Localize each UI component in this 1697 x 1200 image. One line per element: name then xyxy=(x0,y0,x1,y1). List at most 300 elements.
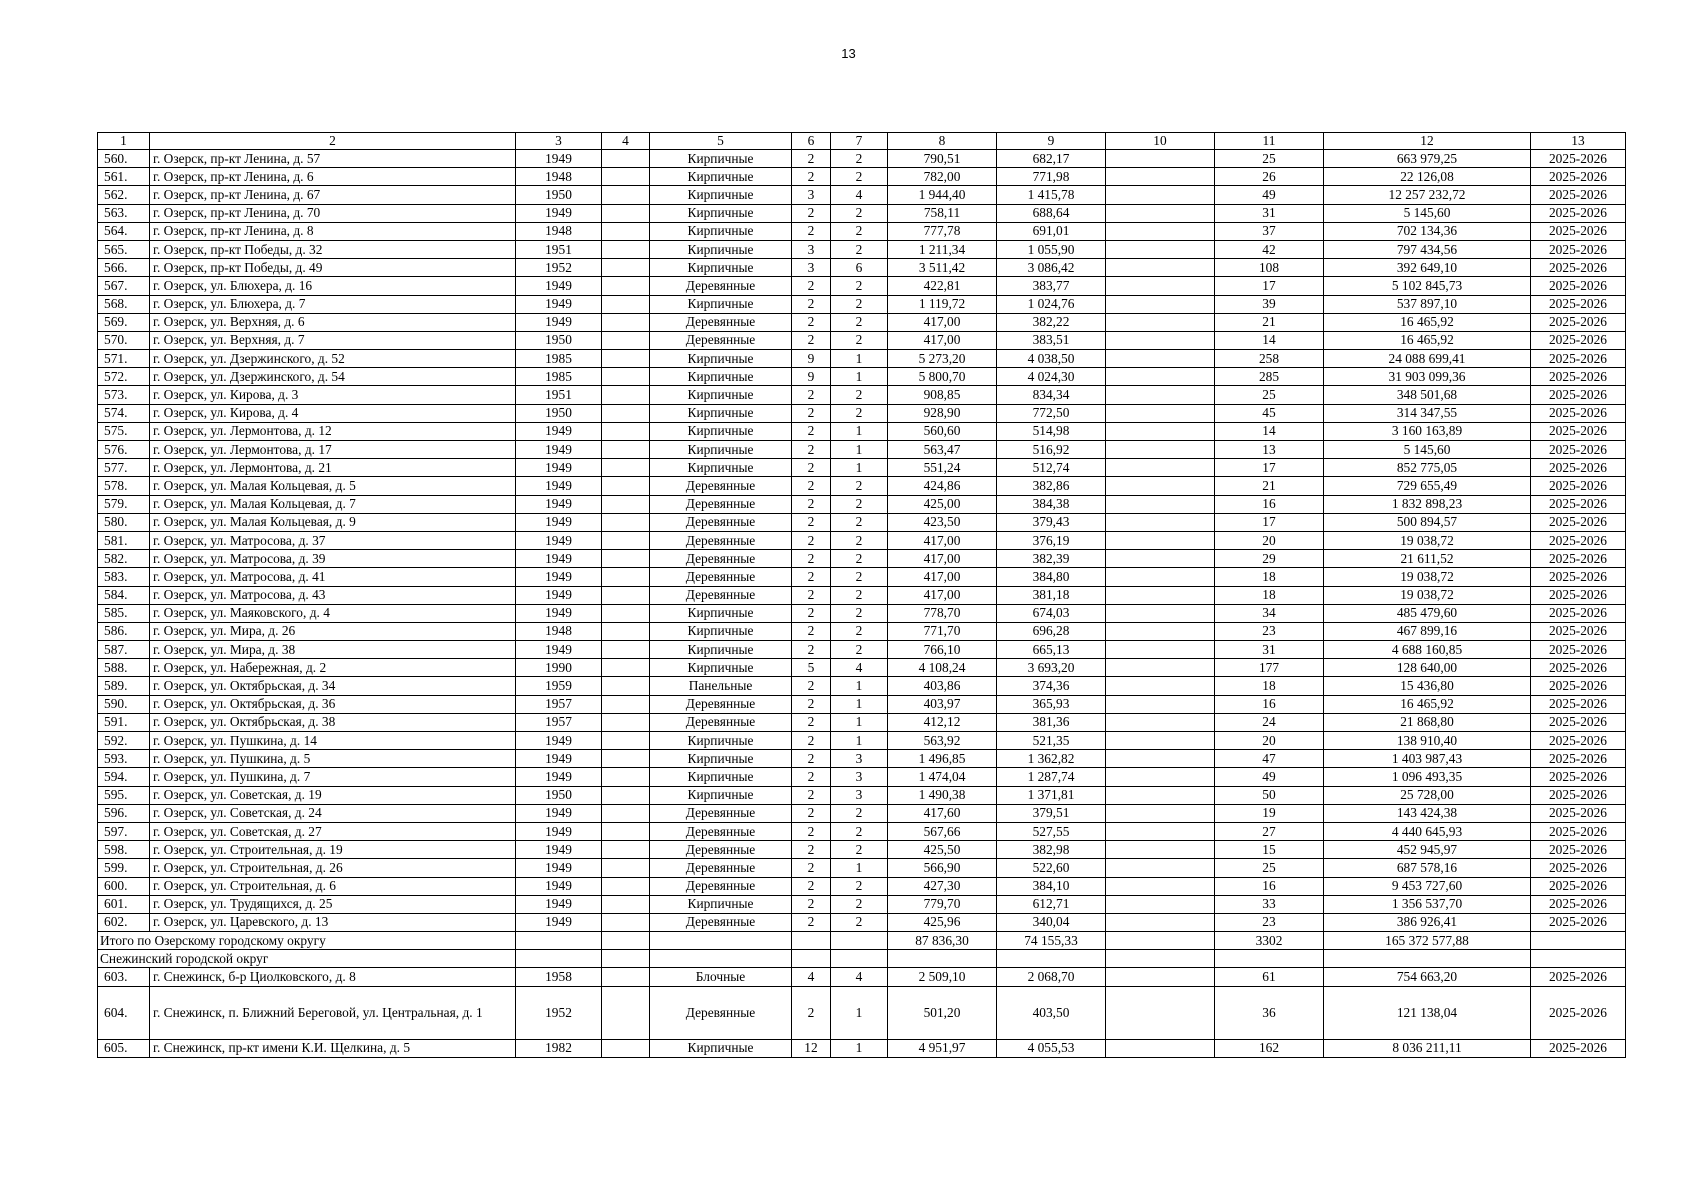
living-area-cell: 2 068,70 xyxy=(997,968,1106,986)
table-row xyxy=(98,240,1626,258)
address-cell: г. Снежинск, б-р Циолковского, д. 8 xyxy=(150,968,516,986)
repair-period-cell: 2025-2026 xyxy=(1531,495,1626,513)
living-area-cell: 4 055,53 xyxy=(997,1039,1106,1057)
repair-cost-cell: 121 138,04 xyxy=(1324,986,1531,1039)
entrances-cell: 4 xyxy=(831,968,888,986)
year-built-cell: 1951 xyxy=(516,240,602,258)
wall-material-cell: Кирпичные xyxy=(650,295,792,313)
total-area-cell: 790,51 xyxy=(888,150,997,168)
address-cell: г. Озерск, ул. Пушкина, д. 14 xyxy=(150,732,516,750)
living-area-cell: 512,74 xyxy=(997,459,1106,477)
repair-cost-cell: 467 899,16 xyxy=(1324,622,1531,640)
year-built-cell: 1957 xyxy=(516,695,602,713)
total-area-cell: 928,90 xyxy=(888,404,997,422)
entrances-cell: 2 xyxy=(831,513,888,531)
repair-cost-cell: 31 903 099,36 xyxy=(1324,368,1531,386)
residents-cell: 23 xyxy=(1215,913,1324,931)
table-row xyxy=(98,968,1626,986)
entrances-cell: 2 xyxy=(831,622,888,640)
address-cell: г. Озерск, ул. Лермонтова, д. 12 xyxy=(150,422,516,440)
residents-cell: 162 xyxy=(1215,1039,1324,1057)
col-4-cell xyxy=(602,441,650,459)
repair-cost-cell: 16 465,92 xyxy=(1324,695,1531,713)
living-area-cell: 382,86 xyxy=(997,477,1106,495)
repair-cost-cell: 485 479,60 xyxy=(1324,604,1531,622)
total-area-cell: 4 951,97 xyxy=(888,1039,997,1057)
repair-period-cell: 2025-2026 xyxy=(1531,822,1626,840)
residents-cell: 21 xyxy=(1215,477,1324,495)
floors-cell: 9 xyxy=(792,350,831,368)
col-10-cell xyxy=(1106,313,1215,331)
col-10-cell xyxy=(1106,295,1215,313)
table-row xyxy=(98,659,1626,677)
address-cell: г. Озерск, ул. Матросова, д. 37 xyxy=(150,531,516,549)
wall-material-cell: Деревянные xyxy=(650,859,792,877)
living-area-sum: 74 155,33 xyxy=(997,932,1106,950)
entrances-cell: 6 xyxy=(831,259,888,277)
table-row xyxy=(98,732,1626,750)
repair-period-cell: 2025-2026 xyxy=(1531,459,1626,477)
floors-cell: 9 xyxy=(792,368,831,386)
living-area-cell: 1 055,90 xyxy=(997,240,1106,258)
entrances-cell: 4 xyxy=(831,186,888,204)
address-cell: г. Озерск, ул. Кирова, д. 4 xyxy=(150,404,516,422)
floors-cell: 2 xyxy=(792,568,831,586)
repair-cost-cell: 21 868,80 xyxy=(1324,713,1531,731)
total-area-cell: 427,30 xyxy=(888,877,997,895)
wall-material-cell: Кирпичные xyxy=(650,422,792,440)
living-area-cell: 516,92 xyxy=(997,441,1106,459)
residents-cell: 27 xyxy=(1215,822,1324,840)
repair-period-cell: 2025-2026 xyxy=(1531,1039,1626,1057)
year-built-cell: 1949 xyxy=(516,750,602,768)
col-10-cell xyxy=(1106,222,1215,240)
row-number-cell: 605. xyxy=(98,1039,150,1057)
col-4-cell xyxy=(602,622,650,640)
floors-cell: 2 xyxy=(792,404,831,422)
total-area-cell: 771,70 xyxy=(888,622,997,640)
repair-period-cell: 2025-2026 xyxy=(1531,586,1626,604)
row-number-cell: 593. xyxy=(98,750,150,768)
table-row xyxy=(98,604,1626,622)
col-10-cell xyxy=(1106,841,1215,859)
address-cell: г. Озерск, пр-кт Ленина, д. 6 xyxy=(150,168,516,186)
floors-cell: 2 xyxy=(792,841,831,859)
total-area-cell: 422,81 xyxy=(888,277,997,295)
table-row xyxy=(98,459,1626,477)
row-number-cell: 586. xyxy=(98,622,150,640)
repair-period-cell: 2025-2026 xyxy=(1531,259,1626,277)
address-cell: г. Озерск, пр-кт Победы, д. 49 xyxy=(150,259,516,277)
residents-cell: 14 xyxy=(1215,331,1324,349)
repair-cost-cell: 143 424,38 xyxy=(1324,804,1531,822)
row-number-cell: 597. xyxy=(98,822,150,840)
row-number-cell: 583. xyxy=(98,568,150,586)
entrances-cell: 2 xyxy=(831,822,888,840)
col-10-cell xyxy=(1106,550,1215,568)
col-10-cell xyxy=(1106,659,1215,677)
column-header: 4 xyxy=(602,133,650,150)
total-area-cell: 1 496,85 xyxy=(888,750,997,768)
col-10-cell xyxy=(1106,622,1215,640)
table-row xyxy=(98,150,1626,168)
col-10-cell xyxy=(1106,422,1215,440)
living-area-cell: 382,98 xyxy=(997,841,1106,859)
table-row xyxy=(98,859,1626,877)
floors-cell: 2 xyxy=(792,222,831,240)
wall-material-cell: Деревянные xyxy=(650,477,792,495)
living-area-cell: 382,39 xyxy=(997,550,1106,568)
repair-cost-cell: 9 453 727,60 xyxy=(1324,877,1531,895)
wall-material-cell: Кирпичные xyxy=(650,459,792,477)
repair-cost-cell: 8 036 211,11 xyxy=(1324,1039,1531,1057)
wall-material-cell: Деревянные xyxy=(650,495,792,513)
residents-cell: 177 xyxy=(1215,659,1324,677)
col-10-cell xyxy=(1106,477,1215,495)
table-row xyxy=(98,186,1626,204)
floors-cell: 2 xyxy=(792,313,831,331)
col-10-cell xyxy=(1106,168,1215,186)
year-built-cell: 1958 xyxy=(516,968,602,986)
residents-cell: 15 xyxy=(1215,841,1324,859)
repair-period-cell: 2025-2026 xyxy=(1531,877,1626,895)
repair-period-cell: 2025-2026 xyxy=(1531,350,1626,368)
floors-cell: 2 xyxy=(792,441,831,459)
column-header: 12 xyxy=(1324,133,1531,150)
address-cell: г. Озерск, ул. Строительная, д. 6 xyxy=(150,877,516,895)
total-area-cell: 412,12 xyxy=(888,713,997,731)
living-area-cell: 521,35 xyxy=(997,732,1106,750)
entrances-cell: 2 xyxy=(831,895,888,913)
living-area-cell: 403,50 xyxy=(997,986,1106,1039)
table-row xyxy=(98,786,1626,804)
residents-cell: 24 xyxy=(1215,713,1324,731)
repair-period-cell: 2025-2026 xyxy=(1531,659,1626,677)
total-area-cell: 417,00 xyxy=(888,568,997,586)
col-10-cell xyxy=(1106,513,1215,531)
col-10-cell xyxy=(1106,604,1215,622)
residents-cell: 33 xyxy=(1215,895,1324,913)
row-number-cell: 572. xyxy=(98,368,150,386)
col-10-cell xyxy=(1106,859,1215,877)
living-area-cell: 374,36 xyxy=(997,677,1106,695)
total-area-cell: 560,60 xyxy=(888,422,997,440)
floors-cell: 3 xyxy=(792,259,831,277)
residents-cell: 47 xyxy=(1215,750,1324,768)
total-area-cell: 563,47 xyxy=(888,441,997,459)
living-area-cell: 696,28 xyxy=(997,622,1106,640)
entrances-cell: 3 xyxy=(831,750,888,768)
residents-cell: 31 xyxy=(1215,204,1324,222)
wall-material-cell: Деревянные xyxy=(650,568,792,586)
table-row xyxy=(98,295,1626,313)
col-10-cell xyxy=(1106,732,1215,750)
row-number-cell: 569. xyxy=(98,313,150,331)
floors-cell: 5 xyxy=(792,659,831,677)
address-cell: г. Озерск, пр-кт Победы, д. 32 xyxy=(150,240,516,258)
residents-cell: 285 xyxy=(1215,368,1324,386)
table-row xyxy=(98,441,1626,459)
total-label: Итого по Озерскому городскому округу xyxy=(98,932,516,950)
total-area-cell: 567,66 xyxy=(888,822,997,840)
floors-cell: 2 xyxy=(792,531,831,549)
col-10-cell xyxy=(1106,350,1215,368)
year-built-cell: 1950 xyxy=(516,186,602,204)
floors-cell: 3 xyxy=(792,240,831,258)
col-4-cell xyxy=(602,677,650,695)
year-built-cell: 1949 xyxy=(516,768,602,786)
living-area-cell: 384,38 xyxy=(997,495,1106,513)
floors-cell: 2 xyxy=(792,477,831,495)
table-row xyxy=(98,513,1626,531)
living-area-cell: 384,10 xyxy=(997,877,1106,895)
residents-cell: 39 xyxy=(1215,295,1324,313)
col-4-cell xyxy=(602,531,650,549)
wall-material-cell: Кирпичные xyxy=(650,604,792,622)
repair-cost-cell: 729 655,49 xyxy=(1324,477,1531,495)
year-built-cell: 1982 xyxy=(516,1039,602,1057)
col-4-cell xyxy=(602,804,650,822)
col-4-cell xyxy=(602,368,650,386)
repair-cost-cell: 754 663,20 xyxy=(1324,968,1531,986)
total-area-cell: 563,92 xyxy=(888,732,997,750)
table-row xyxy=(98,350,1626,368)
entrances-cell: 1 xyxy=(831,422,888,440)
residents-cell: 50 xyxy=(1215,786,1324,804)
repair-cost-cell: 1 096 493,35 xyxy=(1324,768,1531,786)
residents-cell: 36 xyxy=(1215,986,1324,1039)
year-built-cell: 1949 xyxy=(516,531,602,549)
residents-cell: 17 xyxy=(1215,513,1324,531)
column-header: 11 xyxy=(1215,133,1324,150)
col-4-cell xyxy=(602,186,650,204)
col-4-cell xyxy=(602,822,650,840)
column-header: 3 xyxy=(516,133,602,150)
floors-cell: 2 xyxy=(792,895,831,913)
repair-period-cell: 2025-2026 xyxy=(1531,768,1626,786)
total-area-cell: 501,20 xyxy=(888,986,997,1039)
residents-cell: 20 xyxy=(1215,531,1324,549)
residents-cell: 49 xyxy=(1215,186,1324,204)
row-number-cell: 591. xyxy=(98,713,150,731)
row-number-cell: 603. xyxy=(98,968,150,986)
entrances-cell: 3 xyxy=(831,768,888,786)
residents-cell: 13 xyxy=(1215,441,1324,459)
col-10-cell xyxy=(1106,150,1215,168)
address-cell: г. Озерск, ул. Малая Кольцевая, д. 9 xyxy=(150,513,516,531)
living-area-cell: 674,03 xyxy=(997,604,1106,622)
table-row xyxy=(98,713,1626,731)
repair-cost-cell: 5 145,60 xyxy=(1324,441,1531,459)
address-cell: г. Озерск, пр-кт Ленина, д. 70 xyxy=(150,204,516,222)
wall-material-cell: Кирпичные xyxy=(650,786,792,804)
floors-cell: 4 xyxy=(792,968,831,986)
col-4-cell xyxy=(602,604,650,622)
col-10-cell xyxy=(1106,331,1215,349)
repair-period-cell: 2025-2026 xyxy=(1531,186,1626,204)
row-number-cell: 565. xyxy=(98,240,150,258)
address-cell: г. Озерск, ул. Мира, д. 26 xyxy=(150,622,516,640)
floors-cell: 2 xyxy=(792,677,831,695)
floors-cell: 2 xyxy=(792,513,831,531)
floors-cell: 2 xyxy=(792,859,831,877)
year-built-cell: 1949 xyxy=(516,841,602,859)
year-built-cell: 1949 xyxy=(516,441,602,459)
entrances-cell: 1 xyxy=(831,732,888,750)
row-number-cell: 592. xyxy=(98,732,150,750)
col-10-cell xyxy=(1106,586,1215,604)
total-area-cell: 425,00 xyxy=(888,495,997,513)
col-10-cell xyxy=(1106,568,1215,586)
address-cell: г. Озерск, ул. Мира, д. 38 xyxy=(150,641,516,659)
year-built-cell: 1949 xyxy=(516,313,602,331)
address-cell: г. Снежинск, п. Ближний Береговой, ул. Центральная, д. 1 xyxy=(150,986,516,1039)
table-row xyxy=(98,986,1626,1039)
col-4-cell xyxy=(602,222,650,240)
table-row xyxy=(98,277,1626,295)
total-area-cell: 1 490,38 xyxy=(888,786,997,804)
residents-cell: 17 xyxy=(1215,459,1324,477)
column-number-header xyxy=(98,133,1626,150)
row-number-cell: 587. xyxy=(98,641,150,659)
living-area-cell: 1 371,81 xyxy=(997,786,1106,804)
repair-cost-cell: 5 102 845,73 xyxy=(1324,277,1531,295)
col-4-cell xyxy=(602,768,650,786)
wall-material-cell: Кирпичные xyxy=(650,404,792,422)
wall-material-cell: Кирпичные xyxy=(650,750,792,768)
address-cell: г. Озерск, ул. Верхняя, д. 6 xyxy=(150,313,516,331)
total-area-cell: 551,24 xyxy=(888,459,997,477)
year-built-cell: 1949 xyxy=(516,295,602,313)
col-10-cell xyxy=(1106,877,1215,895)
repair-cost-cell: 452 945,97 xyxy=(1324,841,1531,859)
total-area-cell: 417,00 xyxy=(888,586,997,604)
col-10-cell xyxy=(1106,968,1215,986)
address-cell: г. Озерск, ул. Пушкина, д. 7 xyxy=(150,768,516,786)
entrances-cell: 2 xyxy=(831,204,888,222)
wall-material-cell: Деревянные xyxy=(650,313,792,331)
entrances-cell: 1 xyxy=(831,1039,888,1057)
table-row xyxy=(98,331,1626,349)
total-area-cell: 425,50 xyxy=(888,841,997,859)
address-cell: г. Озерск, ул. Октябрьская, д. 36 xyxy=(150,695,516,713)
col-4-cell xyxy=(602,331,650,349)
table-row xyxy=(98,877,1626,895)
repair-period-cell: 2025-2026 xyxy=(1531,150,1626,168)
residents-cell: 20 xyxy=(1215,732,1324,750)
repair-cost-cell: 663 979,25 xyxy=(1324,150,1531,168)
col-10-cell xyxy=(1106,750,1215,768)
residents-cell: 19 xyxy=(1215,804,1324,822)
row-number-cell: 576. xyxy=(98,441,150,459)
col-10-cell xyxy=(1106,277,1215,295)
col-4-cell xyxy=(602,750,650,768)
repair-cost-cell: 22 126,08 xyxy=(1324,168,1531,186)
entrances-cell: 2 xyxy=(831,913,888,931)
repair-cost-cell: 1 356 537,70 xyxy=(1324,895,1531,913)
total-area-cell: 417,00 xyxy=(888,313,997,331)
repair-period-cell: 2025-2026 xyxy=(1531,859,1626,877)
wall-material-cell: Кирпичные xyxy=(650,1039,792,1057)
address-cell: г. Озерск, ул. Матросова, д. 43 xyxy=(150,586,516,604)
repair-period-cell: 2025-2026 xyxy=(1531,695,1626,713)
column-header: 5 xyxy=(650,133,792,150)
col-10-cell xyxy=(1106,259,1215,277)
residents-sum: 3302 xyxy=(1215,932,1324,950)
col-4-cell xyxy=(602,259,650,277)
repair-cost-sum: 165 372 577,88 xyxy=(1324,932,1531,950)
wall-material-cell: Кирпичные xyxy=(650,259,792,277)
row-number-cell: 574. xyxy=(98,404,150,422)
entrances-cell: 2 xyxy=(831,150,888,168)
col-10-cell xyxy=(1106,441,1215,459)
total-area-cell: 425,96 xyxy=(888,913,997,931)
address-cell: г. Озерск, ул. Дзержинского, д. 52 xyxy=(150,350,516,368)
entrances-cell: 2 xyxy=(831,586,888,604)
col-4-cell xyxy=(602,641,650,659)
row-number-cell: 594. xyxy=(98,768,150,786)
floors-cell: 2 xyxy=(792,877,831,895)
living-area-cell: 4 038,50 xyxy=(997,350,1106,368)
residents-cell: 18 xyxy=(1215,586,1324,604)
repair-period-cell: 2025-2026 xyxy=(1531,804,1626,822)
repair-period-cell: 2025-2026 xyxy=(1531,913,1626,931)
entrances-cell: 1 xyxy=(831,368,888,386)
entrances-cell: 2 xyxy=(831,168,888,186)
floors-cell: 2 xyxy=(792,641,831,659)
year-built-cell: 1950 xyxy=(516,404,602,422)
row-number-cell: 563. xyxy=(98,204,150,222)
year-built-cell: 1948 xyxy=(516,222,602,240)
wall-material-cell: Деревянные xyxy=(650,513,792,531)
address-cell: г. Озерск, ул. Дзержинского, д. 54 xyxy=(150,368,516,386)
total-area-cell: 779,70 xyxy=(888,895,997,913)
living-area-cell: 514,98 xyxy=(997,422,1106,440)
year-built-cell: 1949 xyxy=(516,495,602,513)
repair-period-cell: 2025-2026 xyxy=(1531,441,1626,459)
repair-cost-cell: 852 775,05 xyxy=(1324,459,1531,477)
floors-cell: 2 xyxy=(792,986,831,1039)
living-area-cell: 383,77 xyxy=(997,277,1106,295)
entrances-cell: 1 xyxy=(831,441,888,459)
table-row xyxy=(98,404,1626,422)
col-10-cell xyxy=(1106,786,1215,804)
col-10-cell xyxy=(1106,913,1215,931)
col-4-cell xyxy=(602,986,650,1039)
repair-period-cell: 2025-2026 xyxy=(1531,604,1626,622)
wall-material-cell: Деревянные xyxy=(650,877,792,895)
year-built-cell: 1951 xyxy=(516,386,602,404)
row-number-cell: 598. xyxy=(98,841,150,859)
wall-material-cell: Кирпичные xyxy=(650,240,792,258)
repair-cost-cell: 25 728,00 xyxy=(1324,786,1531,804)
address-cell: г. Озерск, ул. Малая Кольцевая, д. 7 xyxy=(150,495,516,513)
residents-cell: 23 xyxy=(1215,622,1324,640)
entrances-cell: 2 xyxy=(831,804,888,822)
row-number-cell: 589. xyxy=(98,677,150,695)
repair-cost-cell: 19 038,72 xyxy=(1324,586,1531,604)
wall-material-cell: Деревянные xyxy=(650,804,792,822)
residents-cell: 108 xyxy=(1215,259,1324,277)
table-row xyxy=(98,550,1626,568)
column-header: 8 xyxy=(888,133,997,150)
living-area-cell: 383,51 xyxy=(997,331,1106,349)
address-cell: г. Озерск, ул. Советская, д. 27 xyxy=(150,822,516,840)
wall-material-cell: Кирпичные xyxy=(650,641,792,659)
table-row xyxy=(98,259,1626,277)
floors-cell: 2 xyxy=(792,550,831,568)
table-row xyxy=(98,695,1626,713)
